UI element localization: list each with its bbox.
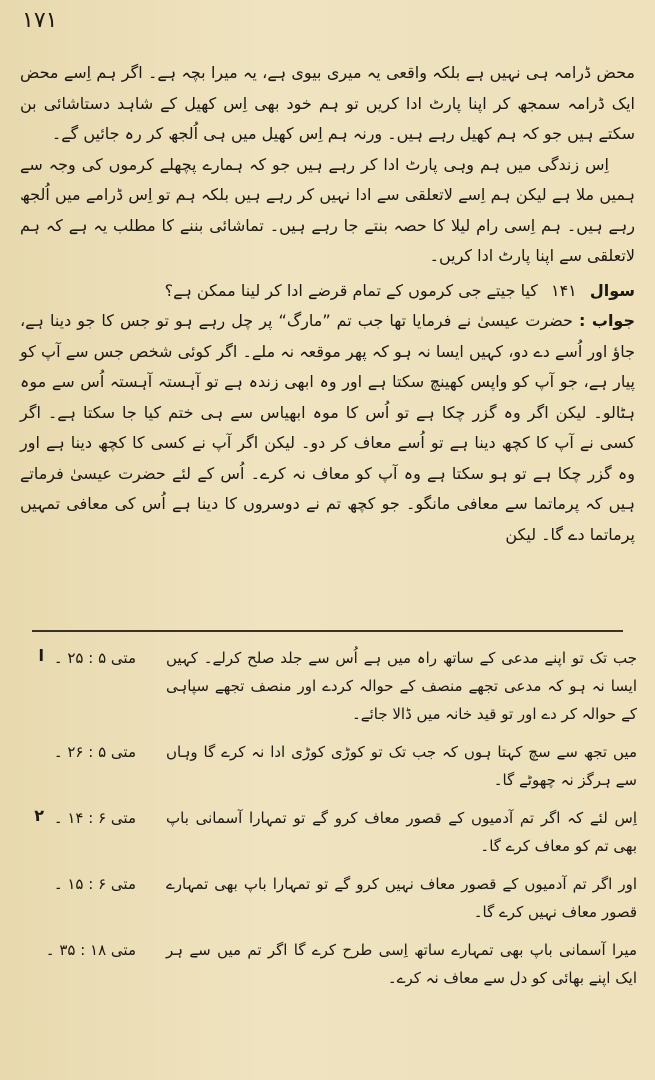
question <box>20 276 635 307</box>
footnote-marker <box>18 738 44 740</box>
footnote-divider <box>32 630 623 632</box>
footnote-reference: متی ۱۸ : ۳۵ ۔ <box>45 941 136 959</box>
footnote-marker <box>18 870 44 872</box>
footnote <box>18 804 637 860</box>
footnote-marker <box>18 936 44 938</box>
footnote <box>18 870 637 926</box>
footnote-reference: متی ۶ : ۱۴ ۔ <box>53 809 136 827</box>
footnote-text: میں تجھ سے سچ کہتا ہوں کہ جب تک تو کوڑی کوڑی ادا نہ کرے گا وہاں سے ہرگز نہ چھوٹے گا۔ <box>166 743 637 789</box>
footnotes <box>18 644 637 1002</box>
paragraph: اِس زندگی میں ہم وہی پارٹ ادا کر رہے ہیں جو کہ ہمارے پچھلے کرموں کی وجہ سے ہمیں ملا ہے لیکن ہم اِسے لاتعلقی سے ادا نہیں کر رہے ہیں بلکہ ہم تو اِس ڈرامے میں اُلجھ رہے ہیں۔ ہم اِسی رام لیلا کا حصہ بنتے جا رہے ہیں۔ تماشائی بننے کا مطلب یہ ہے کہ ہم لاتعلقی سے اپنا پارٹ ادا کریں۔ <box>20 154 635 265</box>
paragraph: محض ڈرامہ ہی نہیں ہے بلکہ واقعی یہ میری بیوی ہے، یہ میرا بچہ ہے۔ اگر ہم اِسے محض ایک ڈرامہ سمجھ کر اپنا پارٹ ادا کریں تو ہم خود بھی اِس کھیل کے شاہد دستاشائی بن سکتے ہیں جو کہ ہم کھیل رہے ہیں۔ ورنہ ہم اِس کھیل میں ہی اُلجھ کر رہ جائیں گے۔ <box>20 63 635 143</box>
question-label: سوال <box>589 280 635 300</box>
footnote-text: میرا آسمانی باپ بھی تمہارے ساتھ اِسی طرح کرے گا اگر تم میں سے ہر ایک اپنے بھائی کو دل سے معاف نہ کرے۔ <box>166 941 637 987</box>
question-number: ۱۴۱ <box>550 280 577 300</box>
footnote-reference: متی ۶ : ۱۵ ۔ <box>53 875 136 893</box>
body-text <box>20 58 635 550</box>
footnote-text: اِس لئے کہ اگر تم آدمیوں کے قصور معاف کرو گے تو تمہارا آسمانی باپ بھی تم کو معاف کرے گا۔ <box>166 809 637 855</box>
footnote <box>18 738 637 794</box>
footnote-marker: ا <box>38 646 44 665</box>
footnote <box>18 936 637 992</box>
footnote-text: اور اگر تم آدمیوں کے قصور معاف نہیں کرو گے تو تمہارا باپ بھی تمہارے قصور معاف نہیں کرے گا۔ <box>166 875 637 921</box>
page-number: ۱۷۱ <box>22 8 58 33</box>
answer-text: حضرت عیسیٰ نے فرمایا تھا جب تم ”مارگ“ پر چل رہے ہو تو جس کا جو دینا ہے، جاؤ اور اُسے دے دو، کہیں ایسا نہ ہو کہ پھر موقعہ نہ ملے۔ اگر کوئی شخص جس سے آپ کو پیار ہے، جو آپ کو واپس کھینچ سکتا ہے اور وہ ابھی زندہ ہے تو آہستہ آہستہ اُس سے موہ ہٹالو۔ لیکن اگر وہ گزر چکا ہے تو اُس کا موہ ابھیاس سے ہی ختم کیا جا سکتا ہے۔ اگر کسی نے آپ کا کچھ دینا ہے تو اُسے معاف کر دو۔ لیکن اگر آپ نے کسی کا کچھ دینا ہے اور وہ گزر چکا ہے تو ہو سکتا ہے وہ آپ کو معاف نہ کرے۔ اُس کے لئے حضرت عیسیٰ فرماتے ہیں کہ پرماتما سے معافی مانگو۔ جو کچھ تم نے دوسروں کا دینا ہے اُس کی معافی تمہیں پرماتما دے گا۔ لیکن <box>20 311 635 544</box>
footnote <box>18 644 637 728</box>
footnote-text: جب تک تو اپنے مدعی کے ساتھ راہ میں ہے اُس سے جلد صلح کرلے۔ کہیں ایسا نہ ہو کہ مدعی تجھے منصف کے حوالہ کردے اور منصف تجھے سپاہی کے حوالہ کر دے اور تو قید خانہ میں ڈالا جائے۔ <box>166 649 637 723</box>
question-text: کیا جیتے جی کرموں کے تمام قرضے ادا کر لینا ممکن ہے؟ <box>164 280 538 300</box>
answer-label: جواب : <box>578 311 635 330</box>
footnote-marker: ۲ <box>34 806 44 825</box>
footnote-reference: متی ۵ : ۲۵ ۔ <box>53 649 136 667</box>
footnote-reference: متی ۵ : ۲۶ ۔ <box>53 743 136 761</box>
answer <box>20 306 635 550</box>
